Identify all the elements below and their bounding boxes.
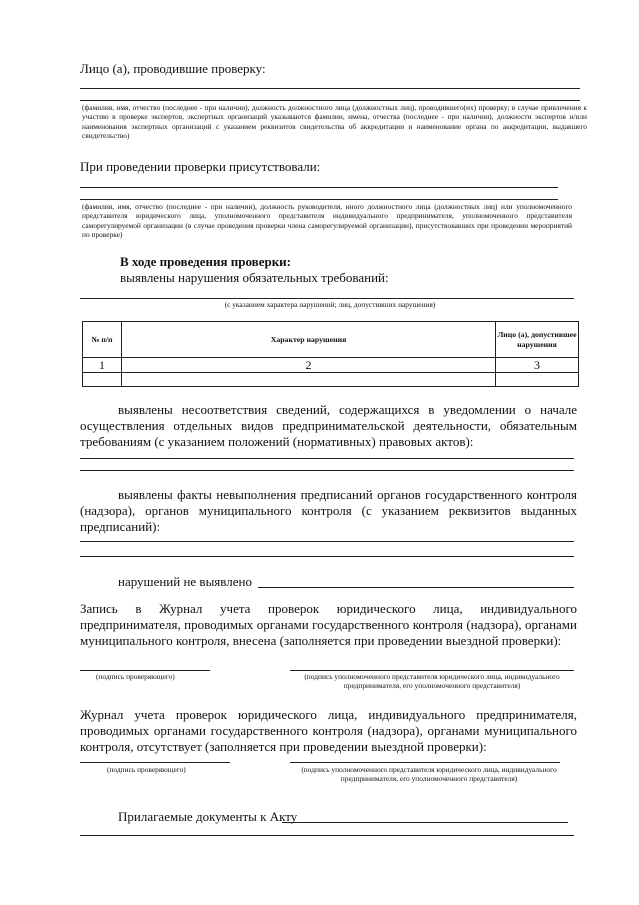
findings-heading: В ходе проведения проверки:: [120, 254, 291, 269]
table-cell[interactable]: [122, 373, 496, 387]
journal-entry-text: Запись в Журнал учета проверок юридического лица, индивидуального предпринимателя, проводимых органами государственного контроля (надзора), органами муниципального контроля, внесена (заполняется при проведении выездной проверки):: [80, 601, 577, 648]
discrepancy-fill-line[interactable]: [80, 458, 574, 459]
table-cell: 1: [83, 358, 122, 373]
table-header-cell: Характер нарушения: [122, 322, 496, 358]
attendees-label: При проведении проверки присутствовали:: [80, 159, 321, 174]
inspectors-label: Лицо (а), проводившие проверку:: [80, 61, 266, 76]
attachments-fill-line[interactable]: [80, 835, 574, 836]
inspector-signature-line[interactable]: [80, 670, 210, 671]
table-header-row: [83, 322, 579, 358]
violations-fill-line[interactable]: [80, 298, 574, 299]
representative-signature-line[interactable]: [290, 670, 574, 671]
notification-discrepancy-text: выявлены несоответствия сведений, содержащихся в уведомлении о начале осуществления отдельных видов предпринимательской деятельности, обязательным требованиям (с указанием положений (нормативных) правовых актов):: [80, 402, 577, 449]
representative-signature-caption: (подпись уполномоченного представителя юридического лица, индивидуального предпринимателя, его уполномоченного представителя): [301, 765, 557, 784]
table-cell: 3: [496, 358, 579, 373]
orders-fill-line[interactable]: [80, 556, 574, 557]
inspectors-fill-line[interactable]: [80, 100, 580, 101]
table-cell[interactable]: [83, 373, 122, 387]
representative-signature-caption: (подпись уполномоченного представителя юридического лица, индивидуального предпринимателя, его уполномоченного представителя): [304, 672, 560, 691]
table-header-cell: № п/п: [83, 322, 122, 358]
violations-table: [82, 321, 579, 387]
journal-absent-text: Журнал учета проверок юридического лица, индивидуального предпринимателя, проводимых органами государственного контроля (надзора), органами муниципального контроля, отсутствует (заполняется при проведении выездной проверки):: [80, 707, 577, 754]
no-violations-fill-line[interactable]: [258, 587, 574, 588]
inspector-signature-line[interactable]: [80, 762, 230, 763]
table-cell: 2: [122, 358, 496, 373]
inspectors-caption: (фамилия, имя, отчество (последнее - при наличии), должность должностного лица (должностных лиц), проводившего(их) проверку; в случае привлечения к участию в проверке экспертов, экспертных организаций указываются фамилии, имена, отчества (последнее - при наличии), должности экспертов и/или наименования экспертных организаций с указанием реквизитов свидетельства об аккредитации и наименование органа по аккредитации, выдавшего свидетельство): [82, 103, 587, 141]
attachments-label: Прилагаемые документы к Акту: [118, 809, 298, 824]
representative-signature-line[interactable]: [290, 762, 560, 763]
attendees-fill-line[interactable]: [80, 187, 558, 188]
orders-fill-line[interactable]: [80, 541, 574, 542]
unfulfilled-orders-text: выявлены факты невыполнения предписаний органов государственного контроля (надзора), органов муниципального контроля (с указанием реквизитов выданных предписаний):: [80, 487, 577, 534]
inspector-signature-caption: (подпись проверяющего): [96, 672, 175, 681]
table-cell[interactable]: [496, 373, 579, 387]
table-header-cell: Лицо (а), допустившее нарушения: [496, 322, 579, 358]
table-row: [83, 358, 579, 373]
table-row[interactable]: [83, 373, 579, 387]
discrepancy-fill-line[interactable]: [80, 470, 574, 471]
violations-label: выявлены нарушения обязательных требований:: [120, 270, 389, 285]
attendees-fill-line[interactable]: [80, 199, 558, 200]
inspector-signature-caption: (подпись проверяющего): [107, 765, 186, 774]
attendees-caption: (фамилия, имя, отчество (последнее - при наличии), должность руководителя, иного должностного лица (должностных лиц) или уполномоченного представителя юридического лица, уполномоченного представителя индивидуального предпринимателя, уполномоченного представителя саморегулируемой организации (в случае проведения проверки члена саморегулируемой организации), присутствовавших при проведении мероприятий по проверке): [82, 202, 572, 240]
inspectors-fill-line[interactable]: [80, 88, 580, 89]
attachments-fill-line[interactable]: [282, 822, 568, 823]
violations-caption: (с указанием характера нарушений; лиц, допустивших нарушения): [224, 300, 436, 309]
no-violations-label: нарушений не выявлено: [118, 574, 252, 589]
